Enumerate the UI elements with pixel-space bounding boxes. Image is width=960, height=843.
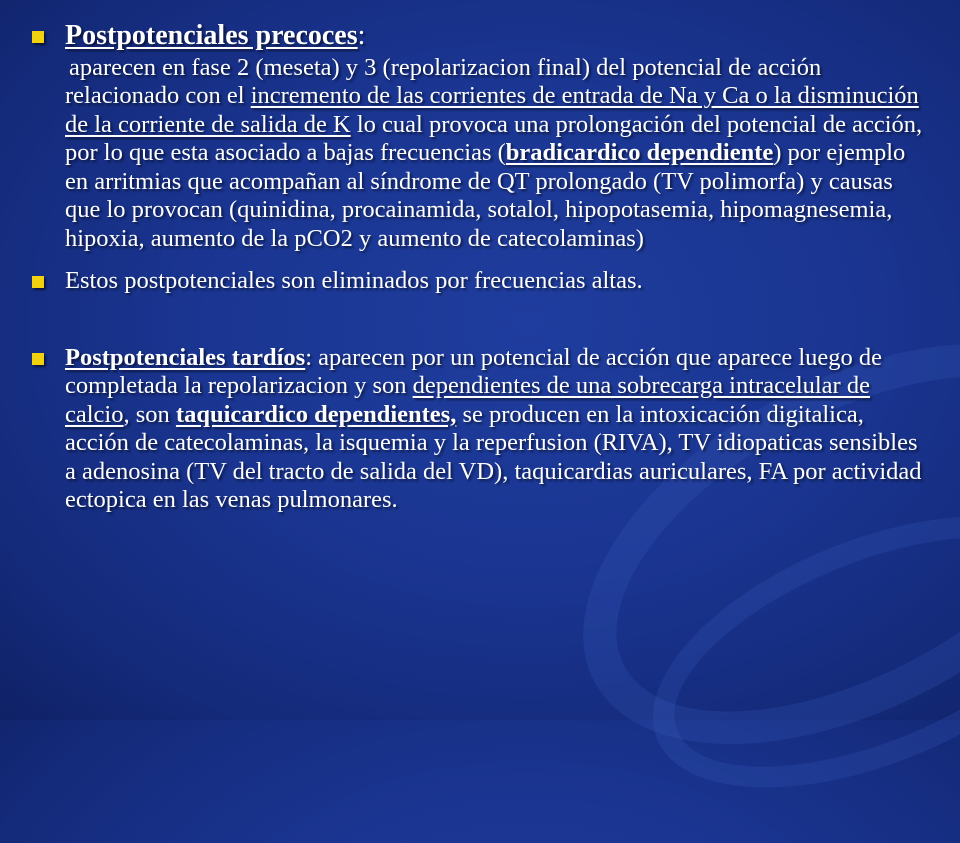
- early-afterpotentials-heading: [65, 22, 928, 52]
- late-text-2: , son: [123, 400, 176, 428]
- late-afterpotentials-heading: Postpotenciales tardíos: [65, 343, 306, 371]
- description-text-2: lo cual provoca una prolongación del potencial de acción, por lo que esta asociado a bajas frecuencias (: [65, 110, 923, 166]
- high-frequency-text: Estos postpotenciales son eliminados por frecuencias altas.: [65, 267, 643, 294]
- description-text-3: ) por ejemplo en arritmias que acompañan al síndrome de QT prolongado (TV polimorfa) y causas que lo provocan (quinidina, procainamida, sotalol, hipopotasemia, hipomagnesemia, hipoxia, aumento de la pCO2 y aumento de catecolaminas): [65, 139, 906, 252]
- description-text-1: aparecen en fase 2 (meseta) y 3 (repolarizacion final) del potencial de acción relacionado con el: [65, 53, 822, 109]
- background-swoosh-lower: [615, 461, 960, 843]
- heading-text: Postpotenciales precoces: [65, 20, 358, 51]
- late-text-3: se producen en la intoxicación digitalica, acción de catecolaminas, la isquemia y la reperfusion (RIVA), TV idiopaticas sensibles a adenosina (TV del tracto de salida del VD), taquicardias auriculares, FA por actividad ectopica en las venas pulmonares.: [65, 400, 922, 513]
- description-underlined-currents: incremento de las corrientes de entrada de Na y Ca o la disminución de la corriente de salida de K: [65, 82, 919, 138]
- description-bradicardico-term: bradicardico dependiente: [505, 139, 774, 166]
- late-underlined-calcium: dependientes de una sobrecarga intracelular de calcio: [65, 372, 870, 428]
- slide-content: [28, 22, 928, 515]
- square-bullet-icon: [32, 31, 44, 43]
- late-text-1: : aparecen por un potencial de acción que aparece luego de completada la repolarizacion y son: [65, 343, 883, 399]
- square-bullet-icon: [32, 276, 44, 288]
- bullet-item-high-frequency: [28, 267, 928, 296]
- heading-colon: :: [357, 20, 366, 51]
- late-taquicardico-term: taquicardico dependientes,: [175, 400, 457, 428]
- bullet-item-late-afterpotentials: [28, 344, 928, 515]
- bullet-item-early-afterpotentials: [28, 22, 928, 253]
- early-afterpotentials-description: [65, 54, 928, 254]
- square-bullet-icon: [32, 353, 44, 365]
